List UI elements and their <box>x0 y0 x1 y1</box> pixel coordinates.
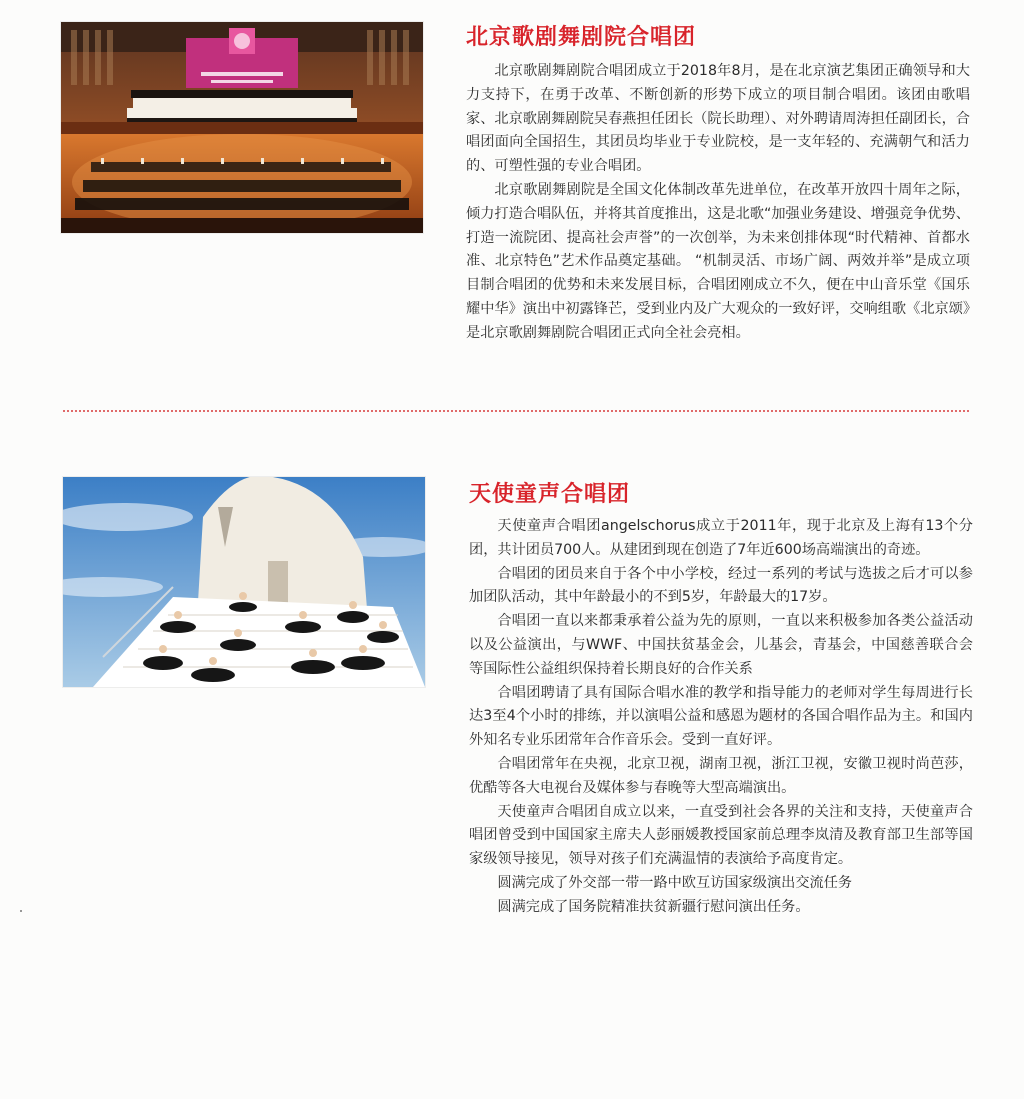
paragraph: 合唱团聘请了具有国际合唱水准的教学和指导能力的老师对学生每周进行长达3至4个小时的排练，并以演唱公益和感恩为题材的各国合唱作品为主。和国内外知名专业乐团常年合作音乐会。受到一直好评。 <box>469 684 973 749</box>
opera-chorus-description <box>466 60 970 346</box>
paragraph: 合唱团一直以来都秉承着公益为先的原则，一直以来积极参加各类公益活动以及公益演出，与WWF、中国扶贫基金会，儿基会，青基会，中国慈善联合会等国际性公益组织保持着长期良好的合作关系 <box>469 613 973 677</box>
paragraph: 合唱团的团员来自于各个中小学校，经过一系列的考试与选拔之后才可以参加团队活动，其中年龄最小的不到5岁，年龄最大的17岁。 <box>469 565 973 606</box>
opera-chorus-photo <box>61 22 423 233</box>
page-speck <box>20 910 22 912</box>
paragraph: 圆满完成了国务院精准扶贫新疆行慰问演出任务。 <box>497 898 810 915</box>
angels-chorus-description <box>469 515 973 920</box>
paragraph: 天使童声合唱团angelschorus成立于2011年，现于北京及上海有13个分团，共计团员700人。从建团到现在创造了7年近600场高端演出的奇迹。 <box>469 518 973 558</box>
angels-chorus-title: 天使童声合唱团 <box>469 482 631 507</box>
angels-chorus-photo <box>63 477 425 687</box>
paragraph: 天使童声合唱团自成立以来，一直受到社会各界的关注和支持，天使童声合唱团曾受到中国国家主席夫人彭丽媛教授国家前总理李岚清及教育部卫生部等国家级领导接见，领导对孩子们充满温情的表演给予高度肯定。 <box>469 803 973 868</box>
paragraph: 圆满完成了外交部一带一路中欧互访国家级演出交流任务 <box>497 874 853 891</box>
paragraph: 北京歌剧舞剧院是全国文化体制改革先进单位，在改革开放四十周年之际，倾力打造合唱队伍，并将其首度推出，这是北歌“加强业务建设、增强竞争优势、打造一流院团、提高社会声誉”的一次创举，为未来创排体现“时代精神、首都水准、北京特色”艺术作品奠定基础。 “机制灵活、市场广阔、两效并举”是成立项目制合唱团的优势和未来发展目标，合唱团刚成立不久，便在中山音乐堂《国乐耀中华》演出中初露锋芒，受到业内及广大观众的一致好评，交响组歌《北京颂》是北京歌剧舞剧院合唱团正式向全社会亮相。 <box>466 181 970 341</box>
paragraph: 合唱团常年在央视，北京卫视，湖南卫视，浙江卫视，安徽卫视时尚芭莎，优酷等各大电视台及媒体参与春晚等大型高端演出。 <box>469 755 973 796</box>
paragraph: 北京歌剧舞剧院合唱团成立于2018年8月，是在北京演艺集团正确领导和大力支持下，在勇于改革、不断创新的形势下成立的项目制合唱团。该团由歌唱家、北京歌剧舞剧院吴春燕担任团长（院长助理）、对外聘请周涛担任副团长，合唱团面向全国招生，其团员均毕业于专业院校，是一支年轻的、充满朝气和活力的、可塑性强的专业合唱团。 <box>466 63 970 175</box>
opera-chorus-title: 北京歌剧舞剧院合唱团 <box>466 25 697 50</box>
section-divider <box>63 410 969 412</box>
